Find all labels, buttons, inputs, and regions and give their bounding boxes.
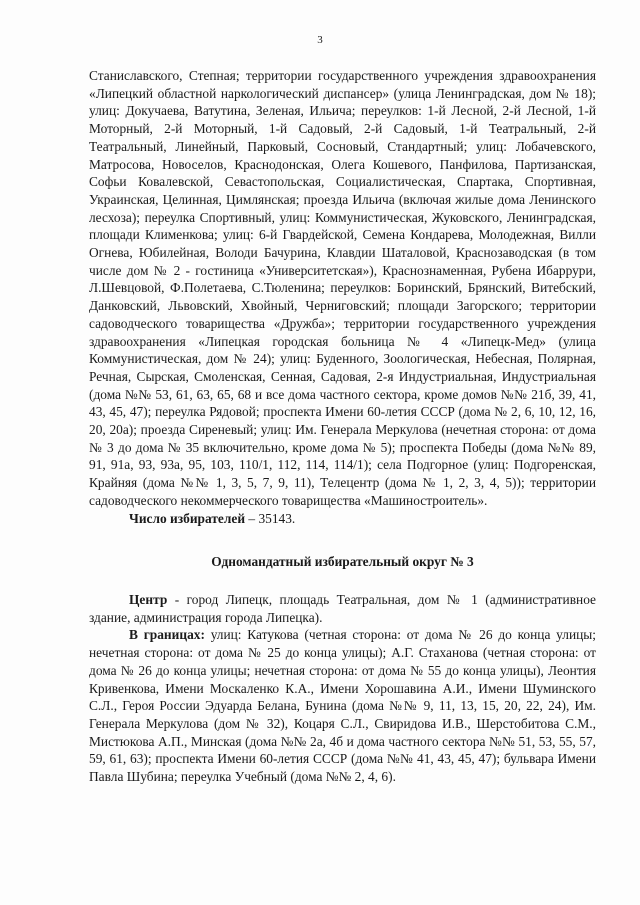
boundaries-text: улиц: Катукова (четная сторона: от дома № 26 до конца улицы; нечетная сторона: от дома № 25 до конца улицы); А.Г. Стаханова (четная сторона: от дома № 26 до конца улицы; нечетная сторона: от дома № 55 до конца улицы), Леонтия Кривенкова, Имени Москаленко К.А., Имени Хорошавина А.И., Имени Шуминского С.Л., Героя России Эдуарда Белана, Бунина (дома №№ 9, 11, 13, 15, 20, 22, 24), Им. Генерала Меркулова (дом № 32), Коцаря С.Л., Свиридова И.В., Шерстобитова С.М., Мистюкова А.П., Минская (дома №№ 2а, 4б и дома частного сектора №№ 51, 53, 55, 57, 59, 61, 63); проспекта Имени 60-летия СССР (дома №№ 41, 43, 45, 47); бульвара Имени Павла Шубина; переулка Учебный (дома №№ 2, 4, 6). (89, 627, 596, 785)
boundaries-label: В границах: (129, 627, 205, 643)
document-body (89, 67, 596, 786)
district-heading: Одномандатный избирательный округ № 3 (211, 554, 474, 570)
voter-count-line (89, 510, 596, 528)
district-boundaries-paragraph (89, 626, 596, 785)
center-text: - город Липецк, площадь Театральная, дом № 1 (административное здание, администрация города Липецка). (89, 591, 596, 625)
district-2-boundaries-continuation: Станиславского, Степная; территории государственного учреждения здравоохранения «Липецкий областной наркологический диспансер» (улица Ленинградская, дом № 18); улиц: Докучаева, Ватутина, Зеленая, Ильича; переулков: 1-й Лесной, 2-й Лесной, 1-й Моторный, 2-й Моторный, 1-й Садовый, 2-й Садовый, 1-й Театральный, 2-й Театральный, Линейный, Парковый, Сосновый, Стандартный; улиц: Лобачевского, Матросова, Новоселов, Краснодонская, Олега Кошевого, Панфилова, Партизанская, Софьи Ковалевской, Севастопольская, Социалистическая, Спартака, Спортивная, Украинская, Целинная, Цимлянская; проезда Ильича (включая жилые дома Ленинского лесхоза); переулка Спортивный, улиц: Коммунистическая, Жуковского, Ленинградская, площади Клименкова; улиц: 6-й Гвардейской, Семена Кондарева, Молодежная, Вилли Огнева, Юбилейная, Володи Бачурина, Клавдии Шаталовой, Краснозаводская (в том числе дом № 2 - гостиница «Университетская»), Краснознаменная, Рубена Ибаррури, Л.Шевцовой, Ф.Полетаева, С.Тюленина; переулков: Боринский, Брянский, Витебский, Данковский, Львовский, Хвойный, Черниговский; площади Загорского; территории садоводческого товарищества «Дружба»; территории государственного учреждения здравоохранения «Липецкая городская больница № 4 «Липецк-Мед» (улица Коммунистическая, дом № 24); улиц: Буденного, Зоологическая, Небесная, Полярная, Речная, Сырская, Смоленская, Сенная, Садовая, 2-я Индустриальная, Индустриальная (дома №№ 53, 61, 63, 65, 68 и все дома частного сектора, кроме домов №№ 21б, 39, 41, 43, 45, 47); переулка Рядовой; проспекта Имени 60-летия СССР (дома № 2, 6, 10, 12, 16, 20, 20а); проезда Сиреневый; улиц: Им. Генерала Меркулова (нечетная сторона: от дома № 3 до дома № 35 включительно, кроме дома № 5); проспекта Победы (дома №№ 89, 91, 91а, 93, 93а, 95, 103, 110/1, 112, 114, 114/1); села Подгорное (улиц: Подгоренская, Крайняя (дома №№ 1, 3, 5, 7, 9, 11), Телецентр (дома № 1, 2, 3, 4, 5)); территории садоводческого некоммерческого товарищества «Машиностроитель». (89, 68, 596, 508)
voter-count-label: Число избирателей (129, 510, 246, 526)
page-number: 3 (317, 34, 323, 46)
district-center-paragraph (89, 591, 596, 626)
voter-count-value: – 35143. (245, 510, 296, 526)
center-label: Центр (129, 591, 168, 607)
